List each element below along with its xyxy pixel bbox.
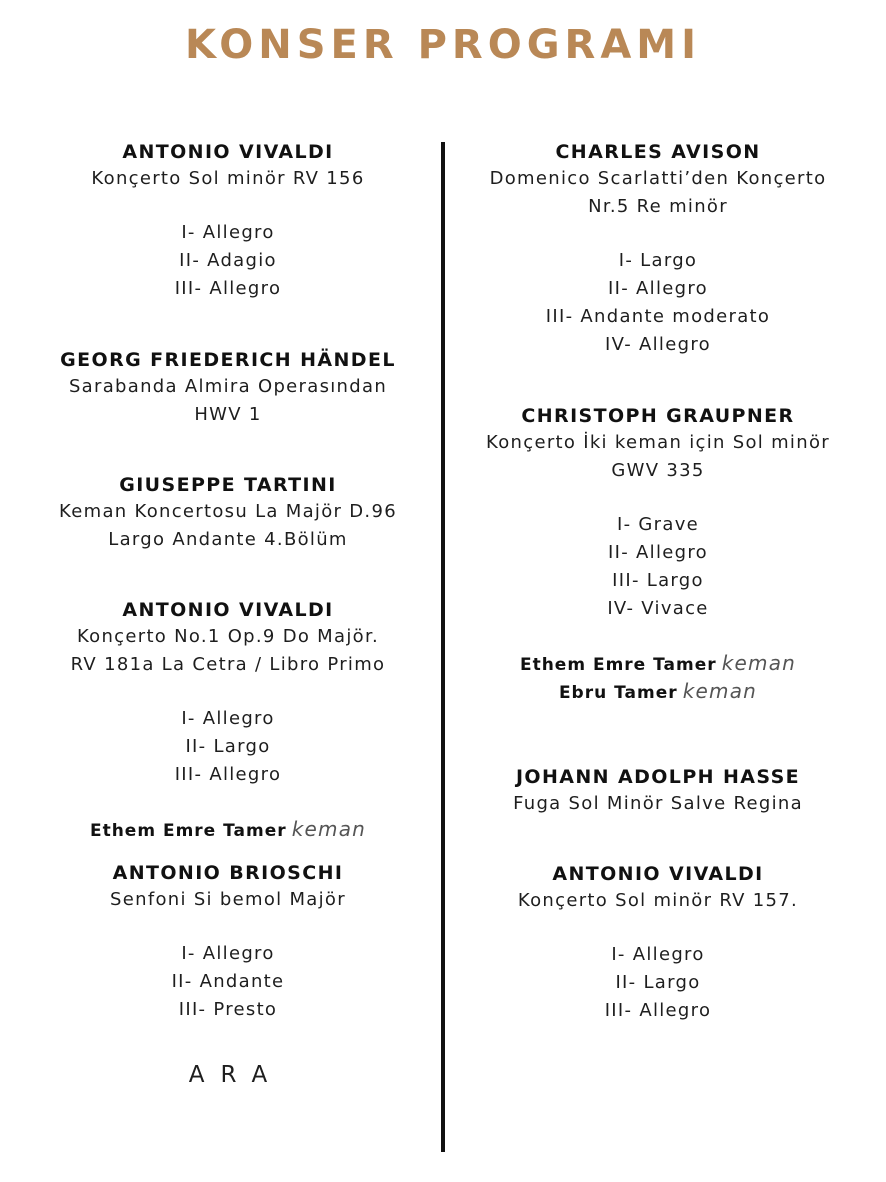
movement: II- Adagio [179, 250, 277, 271]
movement: III- Allegro [174, 278, 282, 299]
page-title: KONSER PROGRAMI [185, 22, 701, 68]
movement: I- Allegro [181, 222, 275, 243]
program-right-column [450, 140, 866, 1025]
movement-list [450, 511, 866, 623]
program-item [450, 862, 866, 1025]
movement: III- Allegro [174, 764, 282, 785]
performer-role: keman [682, 679, 758, 703]
composer-name: CHARLES AVISON [555, 141, 761, 163]
work-title: Largo Andante 4.Bölüm [108, 529, 348, 550]
work-title: Nr.5 Re minör [588, 196, 728, 217]
program-left-column [20, 140, 436, 1090]
movement: I- Allegro [611, 944, 705, 965]
performer-name: Ethem Emre Tamer [519, 655, 717, 675]
movement-list [20, 940, 436, 1024]
work-title: Konçerto Sol minör RV 157. [517, 890, 799, 911]
movement: III- Andante moderato [545, 306, 771, 327]
performer-name: Ebru Tamer [558, 683, 678, 703]
performer-credit [450, 651, 866, 679]
movement: IV- Allegro [605, 334, 711, 355]
work-title: Konçerto İki keman için Sol minör [486, 432, 830, 453]
movement: II- Andante [171, 971, 285, 992]
work-title: Sarabanda Almira Operasından [68, 376, 388, 397]
movement-list [450, 941, 866, 1025]
performer-credit [20, 817, 436, 845]
composer-name: ANTONIO VIVALDI [122, 141, 334, 163]
program-item [20, 140, 436, 303]
work-title: GWV 335 [611, 460, 705, 481]
program-item [20, 348, 436, 429]
movement-list [20, 705, 436, 789]
movement: II- Allegro [608, 278, 708, 299]
movement: III- Presto [178, 999, 278, 1020]
movement: II- Largo [185, 736, 271, 757]
composer-name: ANTONIO BRIOSCHI [112, 862, 344, 884]
movement-list [450, 247, 866, 359]
movement: III- Largo [612, 570, 704, 591]
composer-name: ANTONIO VIVALDI [122, 599, 334, 621]
program-item [450, 140, 866, 359]
composer-name: GEORG FRIEDERICH HÄNDEL [60, 349, 396, 371]
work-title: Fuga Sol Minör Salve Regina [513, 793, 803, 814]
program-item [20, 598, 436, 845]
work-title: Konçerto Sol minör RV 156 [91, 168, 365, 189]
intermission-label: ARA [188, 1062, 284, 1088]
work-title: Domenico Scarlatti’den Konçerto [489, 168, 827, 189]
work-title: HWV 1 [194, 404, 262, 425]
performer-credit [450, 679, 866, 707]
work-title: Keman Koncertosu La Majör D.96 [59, 501, 397, 522]
program-item [450, 765, 866, 818]
movement: I- Allegro [181, 943, 275, 964]
movement: I- Grave [616, 514, 700, 535]
program-item [450, 404, 866, 707]
movement: III- Allegro [604, 1000, 712, 1021]
work-title: Senfoni Si bemol Majör [110, 889, 346, 910]
work-title: RV 181a La Cetra / Libro Primo [70, 654, 386, 675]
movement-list [20, 219, 436, 303]
movement: I- Allegro [181, 708, 275, 729]
movement: II- Allegro [608, 542, 708, 563]
program-item [20, 861, 436, 1024]
program-item [20, 473, 436, 554]
composer-name: JOHANN ADOLPH HASSE [515, 766, 801, 788]
movement: II- Largo [615, 972, 701, 993]
performer-name: Ethem Emre Tamer [89, 821, 287, 841]
movement: I- Largo [618, 250, 698, 271]
composer-name: CHRISTOPH GRAUPNER [521, 405, 795, 427]
column-divider [441, 142, 445, 1152]
composer-name: ANTONIO VIVALDI [552, 863, 764, 885]
performer-role: keman [291, 817, 367, 841]
performer-role: keman [721, 651, 797, 675]
work-title: Konçerto No.1 Op.9 Do Majör. [76, 626, 380, 647]
composer-name: GIUSEPPE TARTINI [119, 474, 337, 496]
movement: IV- Vivace [607, 598, 709, 619]
